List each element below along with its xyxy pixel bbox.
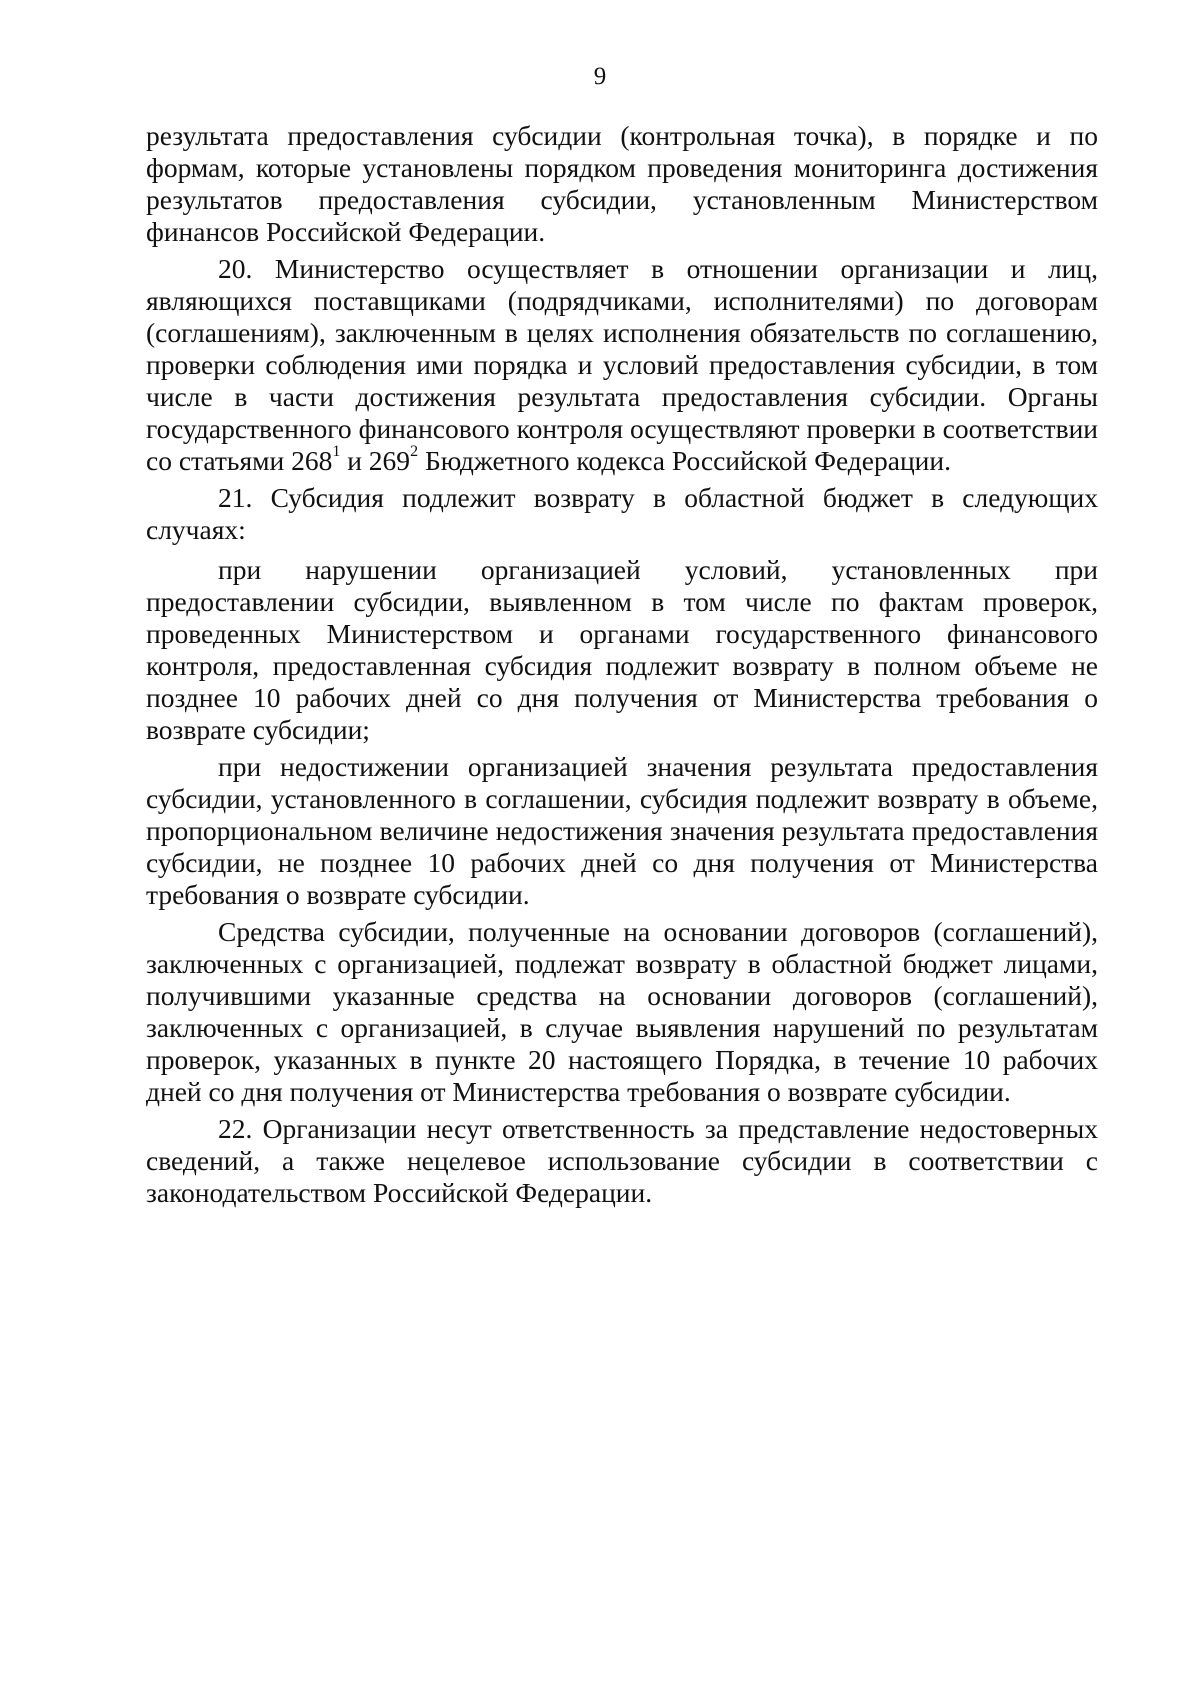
paragraph-20-end: Бюджетного кодекса Российской Федерации. — [418, 445, 951, 476]
paragraph-21-case-nonachievement: при недостижении организацией значения результата предоставления субсидии, установленного в соглашении, субсидия подлежит возврату в объеме, пропорциональном величине недостижения значения результата предоставления субсидии, не позднее 10 рабочих дней со дня получения от Министерства требования о возврате субсидии. — [146, 751, 1098, 910]
superscript-269: 2 — [410, 442, 419, 460]
paragraph-continuation: результата предоставления субсидии (контрольная точка), в порядке и по формам, которые установлены порядком проведения мониторинга достижения результатов предоставления субсидии, установленным Министерством финансов Российской Федерации. — [146, 120, 1098, 247]
page-number: 9 — [593, 63, 607, 90]
document-body — [146, 120, 1098, 1209]
paragraph-20-text: 20. Министерство осуществляет в отношении организации и лиц, являющихся поставщиками (подрядчиками, исполнителями) по договорам (соглашениям), заключенным в целях исполнения обязательств по соглашению, проверки соблюдения ими порядка и условий предоставления субсидии, в том числе в части достижения результата предоставления субсидии. Органы государственного финансового контроля осуществляют проверки в соответствии со статьями 268 — [146, 253, 1098, 476]
paragraph-22: 22. Организации несут ответственность за представление недостоверных сведений, а также нецелевое использование субсидии в соответствии с законодательством Российской Федерации. — [146, 1113, 1098, 1208]
paragraph-20-middle: и 269 — [340, 445, 411, 476]
paragraph-20 — [146, 253, 1098, 477]
paragraph-21: 21. Субсидия подлежит возврату в областной бюджет в следующих случаях: — [146, 482, 1098, 545]
paragraph-21-contractors-funds: Средства субсидии, полученные на основании договоров (соглашений), заключенных с организацией, подлежат возврату в областной бюджет лицами, получившими указанные средства на основании договоров (соглашений), заключенных с организацией, в случае выявления нарушений по результатам проверок, указанных в пункте 20 настоящего Порядка, в течение 10 рабочих дней со дня получения от Министерства требования о возврате субсидии. — [146, 916, 1098, 1107]
superscript-268: 1 — [332, 442, 341, 460]
paragraph-21-case-violation: при нарушении организацией условий, установленных при предоставлении субсидии, выявленном в том числе по фактам проверок, проведенных Министерством и органами государственного финансового контроля, предоставленная субсидия подлежит возврату в полном объеме не позднее 10 рабочих дней со дня получения от Министерства требования о возврате субсидии; — [146, 554, 1098, 745]
